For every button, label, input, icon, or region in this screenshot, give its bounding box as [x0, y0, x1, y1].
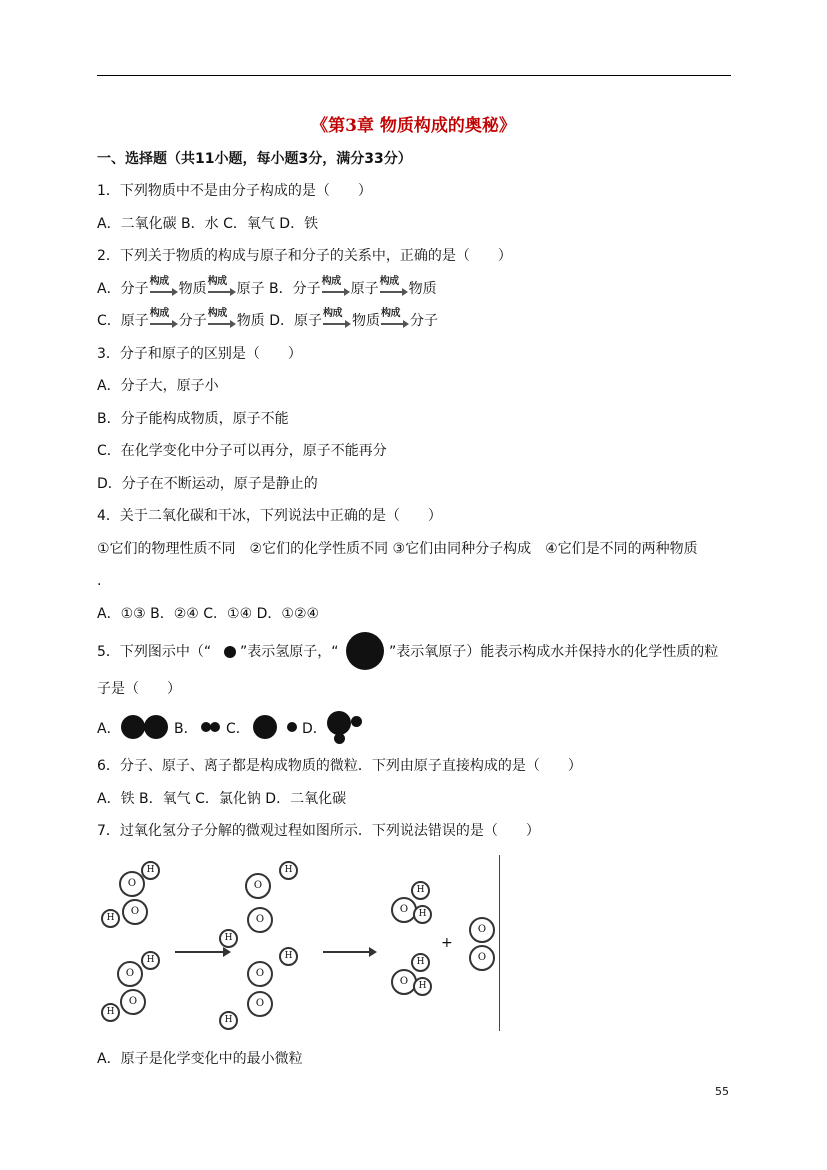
arrow-icon: 构成 — [208, 280, 236, 298]
q3-option: A．分子大，原子小 — [97, 378, 219, 394]
q4-options: A．①③ B．②④ C．①④ D．①②④ — [97, 606, 320, 622]
page-number: 55 — [715, 1085, 729, 1098]
q2-text: A．分子 — [97, 281, 149, 297]
reaction-arrow-icon — [175, 951, 225, 953]
hydrogen-atom-icon: H — [141, 861, 160, 880]
oxygen-atom-icon — [253, 715, 277, 739]
oxygen-atom-icon: O — [122, 899, 148, 925]
arrow-head-icon — [369, 947, 377, 957]
arrow-icon: 构成 — [381, 312, 409, 330]
oxygen-atom-icon: O — [119, 871, 145, 897]
q5-stem-a: 5．下列图示中（“ — [97, 644, 212, 660]
oxygen-atom-icon: O — [391, 969, 417, 995]
hydrogen-atom-icon: H — [413, 905, 432, 924]
oxygen-atom-icon — [144, 715, 168, 739]
hydrogen-atom-icon: H — [411, 881, 430, 900]
q2-text: 原子 B．分子 — [236, 281, 321, 297]
q2-text: 物质 — [352, 313, 381, 329]
q5-opt-a: A． — [97, 721, 121, 737]
hydrogen-atom-icon: H — [411, 953, 430, 972]
oxygen-atom-icon: O — [117, 961, 143, 987]
q2-row-cd — [97, 308, 439, 330]
q7-option-a: A．原子是化学变化中的最小微粒 — [97, 1051, 303, 1067]
oxygen-atom-icon: O — [391, 897, 417, 923]
hydrogen-atom-icon: H — [101, 909, 120, 928]
hydrogen-atom-icon — [287, 722, 297, 732]
q5-opt-c: C． — [226, 721, 250, 737]
hydrogen-atom-icon: H — [219, 1011, 238, 1030]
arrow-icon: 构成 — [380, 280, 408, 298]
oxygen-atom-icon: O — [469, 917, 495, 943]
q5-stem-b: ”表示氢原子，“ — [240, 644, 339, 660]
oxygen-atom-icon: O — [120, 989, 146, 1015]
hydrogen-atom-icon — [334, 733, 345, 744]
arrow-icon: 构成 — [322, 280, 350, 298]
hydrogen-atom-icon: H — [279, 947, 298, 966]
oxygen-atom-icon: O — [247, 991, 273, 1017]
q2-stem: 2．下列关于物质的构成与原子和分子的关系中，正确的是（ ） — [97, 248, 512, 264]
header-rule — [97, 75, 731, 76]
q2-text: 分子 — [178, 313, 207, 329]
q2-text: 物质 D．原子 — [236, 313, 323, 329]
q6-options: A．铁 B．氧气 C．氯化钠 D．二氧化碳 — [97, 791, 347, 807]
q3-option: B．分子能构成物质，原子不能 — [97, 411, 289, 427]
q2-row-ab — [97, 276, 437, 298]
plus-sign: + — [441, 935, 453, 951]
q2-text: C．原子 — [97, 313, 149, 329]
q2-text: 分子 — [410, 313, 439, 329]
oxygen-atom-icon — [121, 715, 145, 739]
q7-stem: 7．过氧化氢分子分解的微观过程如图所示．下列说法错误的是（ ） — [97, 823, 540, 839]
arrow-icon: 构成 — [150, 312, 178, 330]
hydrogen-atom-icon: H — [141, 951, 160, 970]
chapter-title: 《第3章 物质构成的奥秘》 — [311, 116, 516, 136]
q1-stem: 1．下列物质中不是由分子构成的是（ ） — [97, 183, 372, 199]
hydrogen-atom-icon — [351, 716, 362, 727]
hydrogen-atom-icon: H — [101, 1003, 120, 1022]
q4-trail: . — [97, 573, 102, 589]
q6-stem: 6．分子、原子、离子都是构成物质的微粒．下列由原子直接构成的是（ ） — [97, 758, 582, 774]
q2-text: 物质 — [408, 281, 437, 297]
oxygen-atom-icon — [327, 711, 351, 735]
q2-text: 物质 — [178, 281, 207, 297]
q3-option: C．在化学变化中分子可以再分，原子不能再分 — [97, 443, 387, 459]
q3-stem: 3．分子和原子的区别是（ ） — [97, 346, 302, 362]
oxygen-atom-icon: O — [245, 873, 271, 899]
arrow-icon: 构成 — [208, 312, 236, 330]
section-heading: 一、选择题（共11小题，每小题3分，满分33分） — [97, 151, 412, 167]
q5-opt-d: D． — [302, 721, 327, 737]
q4-stem: 4．关于二氧化碳和干冰，下列说法中正确的是（ ） — [97, 508, 442, 524]
arrow-head-icon — [223, 947, 231, 957]
q7-diagram — [97, 855, 502, 1035]
arrow-icon: 构成 — [150, 280, 178, 298]
diagram-divider — [499, 855, 500, 1031]
reaction-arrow-icon — [323, 951, 371, 953]
arrow-icon: 构成 — [323, 312, 351, 330]
q3-option: D．分子在不断运动，原子是静止的 — [97, 476, 318, 492]
hydrogen-atom-icon: H — [413, 977, 432, 996]
oxygen-atom-icon: O — [469, 945, 495, 971]
oxygen-atom-icon: O — [247, 961, 273, 987]
hydrogen-atom-icon: H — [279, 861, 298, 880]
q5-stem-c: ”表示氧原子）能表示构成水并保持水的化学性质的粒 — [389, 644, 719, 660]
q4-statements: ①它们的物理性质不同 ②它们的化学性质不同 ③它们由同种分子构成 ④它们是不同的两种物质 — [97, 541, 698, 557]
q5-opt-b: B． — [174, 721, 198, 737]
oxygen-atom-icon: O — [247, 907, 273, 933]
q1-options: A．二氧化碳 B．水 C．氧气 D．铁 — [97, 216, 319, 232]
q5-stem-d: 子是（ ） — [97, 681, 181, 697]
q2-text: 原子 — [350, 281, 379, 297]
oxygen-atom-icon — [346, 632, 384, 670]
hydrogen-atom-icon — [210, 722, 220, 732]
hydrogen-atom-icon: H — [219, 929, 238, 948]
hydrogen-atom-icon — [224, 646, 236, 658]
